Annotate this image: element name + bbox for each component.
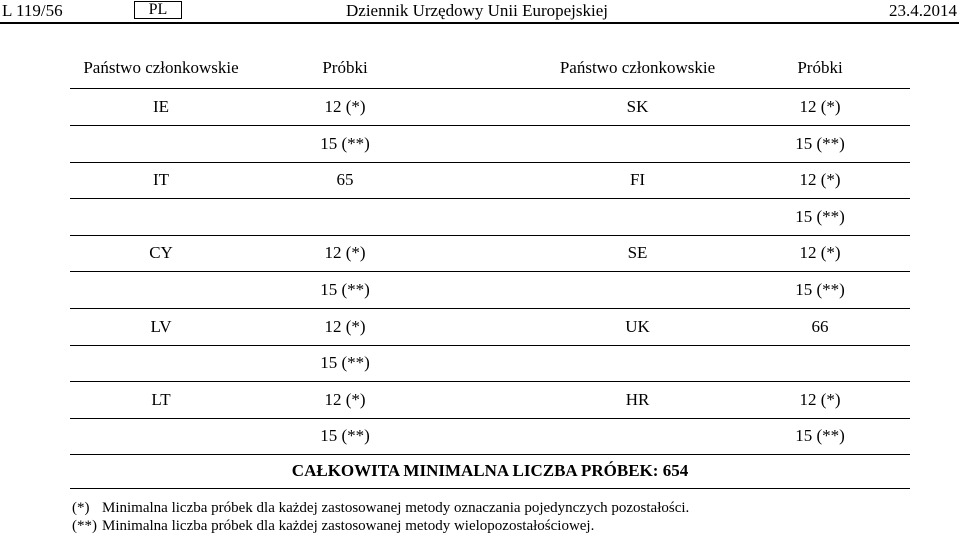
member-state-cell: SE: [627, 243, 648, 263]
samples-cell: 15 (**): [795, 206, 845, 226]
journal-title: Dziennik Urzędowy Unii Europejskiej: [346, 1, 609, 20]
row-separator: [70, 418, 910, 419]
samples-cell: 65: [336, 170, 354, 190]
samples-cell: 15 (**): [320, 353, 370, 373]
samples-cell: 15 (**): [795, 426, 845, 446]
publication-date: 23.4.2014: [889, 1, 957, 20]
row-separator: [70, 125, 910, 126]
row-separator: [70, 345, 910, 346]
samples-cell: 15 (**): [320, 426, 370, 446]
column-header-member-state-1: Państwo członkowskie: [83, 58, 239, 77]
footnote-multi-residue: [72, 517, 594, 535]
row-separator: [70, 381, 910, 382]
member-state-cell: CY: [149, 243, 173, 263]
samples-cell: 15 (**): [795, 133, 845, 153]
samples-cell: 12 (*): [324, 389, 366, 409]
row-separator: [70, 162, 910, 163]
footnote-text: Minimalna liczba próbek dla każdej zastosowanej metody wielopozostałościowej.: [102, 518, 595, 534]
samples-cell: 12 (*): [324, 243, 366, 263]
samples-cell: 12 (*): [799, 170, 841, 190]
footnote-mark: (*): [72, 500, 90, 516]
samples-cell: 12 (*): [324, 316, 366, 336]
samples-cell: 12 (*): [799, 243, 841, 263]
samples-cell: 12 (*): [799, 389, 841, 409]
samples-cell: 15 (**): [795, 280, 845, 299]
member-state-cell: FI: [629, 170, 646, 190]
row-separator: [70, 271, 910, 272]
member-state-cell: UK: [625, 316, 650, 336]
column-header-samples-1: Próbki: [322, 58, 368, 77]
column-header-samples-2: Próbki: [797, 58, 843, 77]
footnote-single-residue: [72, 499, 689, 517]
samples-cell: 12 (*): [799, 97, 841, 116]
member-state-cell: IE: [152, 97, 170, 116]
samples-cell: 15 (**): [320, 280, 370, 299]
samples-cell: 15 (**): [320, 133, 370, 153]
row-separator: [70, 198, 910, 199]
column-header-member-state-2: Państwo członkowskie: [559, 58, 716, 77]
member-state-cell: LT: [151, 389, 171, 409]
row-separator: [70, 235, 910, 236]
member-state-cell: SK: [626, 97, 649, 116]
table-header-rule: [70, 88, 910, 89]
member-state-cell: IT: [152, 170, 170, 190]
language-code-box: PL: [134, 1, 182, 19]
total-minimum-samples: CAŁKOWITA MINIMALNA LICZBA PRÓBEK: 654: [291, 461, 689, 480]
page-reference: L 119/56: [2, 1, 63, 20]
samples-cell: 66: [811, 316, 829, 336]
samples-cell: 12 (*): [324, 97, 366, 116]
row-separator: [70, 308, 910, 309]
table-bottom-rule: [70, 488, 910, 489]
footnote-text: Minimalna liczba próbek dla każdej zastosowanej metody oznaczania pojedynczych pozostałości.: [102, 500, 690, 516]
member-state-cell: HR: [625, 389, 650, 409]
member-state-cell: LV: [150, 316, 172, 336]
footnote-mark: (**): [72, 518, 97, 534]
header-rule: [0, 22, 959, 24]
row-separator: [70, 454, 910, 455]
